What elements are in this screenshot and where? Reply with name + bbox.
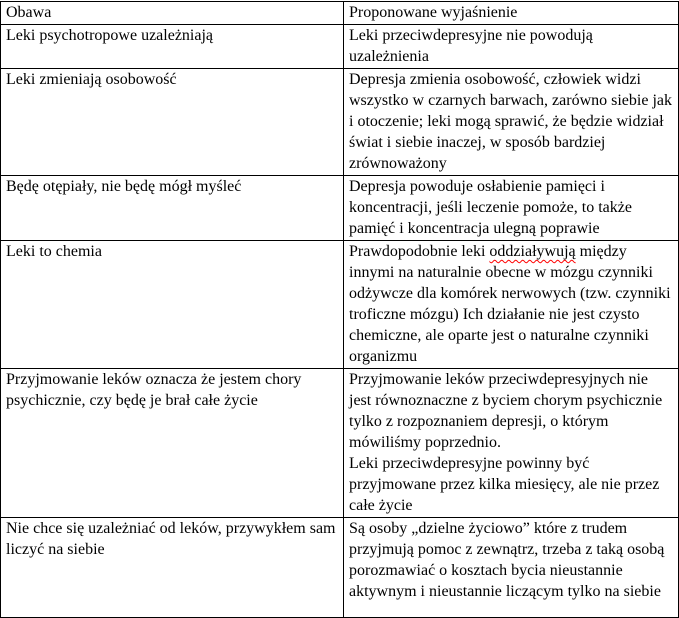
table-row: [1, 25, 679, 69]
explanation-cell: Depresja zmienia osobowość, człowiek widzi wszystko w czarnych barwach, zarówno siebie jak i otoczenie; leki mogą sprawić, że będzie widział świat i siebie inaczej, w sposób bardziej zrównoważony: [344, 69, 679, 176]
table-row: [1, 176, 679, 241]
table-row: [1, 69, 679, 176]
column-header-proponowane-wyjasnienie: Proponowane wyjaśnienie: [344, 2, 679, 25]
concern-cell: Nie chce się uzależniać od leków, przywykłem sam liczyć na siebie: [1, 518, 344, 618]
column-header-obawa: Obawa: [1, 2, 344, 25]
concerns-explanations-table: [0, 1, 679, 618]
concern-cell: Będę otępiały, nie będę mógł myśleć: [1, 176, 344, 241]
concern-cell: Leki zmieniają osobowość: [1, 69, 344, 176]
misspelled-word-spellcheck-underline: oddziaływują: [489, 243, 576, 260]
explanation-paragraph: Przyjmowanie leków przeciwdepresyjnych nie jest równoznaczne z byciem chorym psychicznie tylko z rozpoznaniem depresji, o którym mówiliśmy poprzednio.: [349, 371, 663, 451]
explanation-text-before: Prawdopodobnie leki: [349, 243, 490, 260]
table-row: [1, 518, 679, 618]
explanation-paragraph: Leki przeciwdepresyjne powinny być przyjmowane przez kilka miesięcy, ale nie przez całe życie: [349, 455, 660, 514]
table-row: [1, 241, 679, 369]
table-row: [1, 369, 679, 518]
concern-cell: Przyjmowanie leków oznacza że jestem chory psychicznie, czy będę je brał całe życie: [1, 369, 344, 518]
explanation-cell: [344, 241, 679, 369]
concern-cell: Leki psychotropowe uzależniają: [1, 25, 344, 69]
concern-cell: Leki to chemia: [1, 241, 344, 369]
explanation-text-after: między innymi na naturalnie obecne w mózgu czynniki odżywcze dla komórek nerwowych (tzw. czynniki troficzne mózgu) Ich działanie nie jest czysto chemiczne, ale oparte jest o naturalne czynniki organizmu: [349, 243, 671, 365]
explanation-cell: Są osoby „dzielne życiowo” które z trudem przyjmują pomoc z zewnątrz, trzeba z taką osobą porozmawiać o kosztach bycia nieustannie aktywnym i nieustannie liczącym tylko na siebie: [344, 518, 679, 618]
explanation-cell: Leki przeciwdepresyjne nie powodują uzależnienia: [344, 25, 679, 69]
explanation-cell: [344, 369, 679, 518]
table-header-row: [1, 2, 679, 25]
explanation-cell: Depresja powoduje osłabienie pamięci i koncentracji, jeśli leczenie pomoże, to także pamięć i koncentracja ulegną poprawie: [344, 176, 679, 241]
